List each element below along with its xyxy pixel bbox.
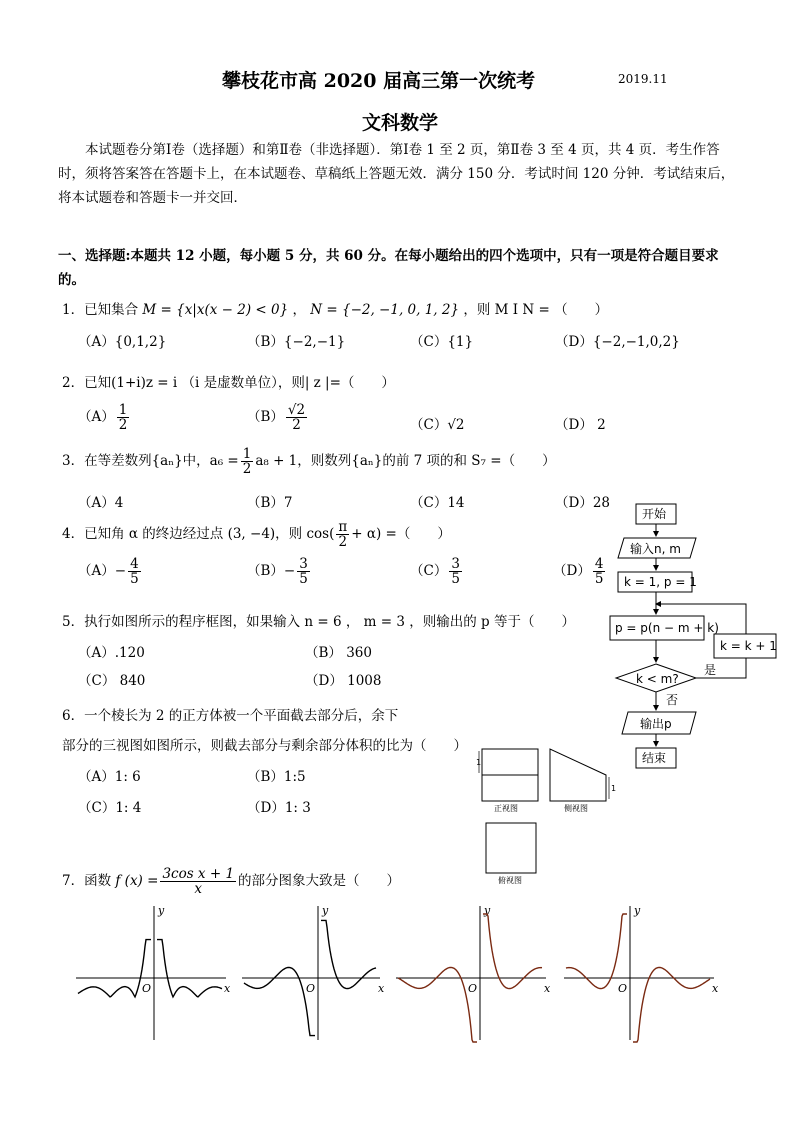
- top-view-square: [486, 823, 536, 873]
- frac-num: 3: [299, 556, 308, 572]
- y-axis-label: y: [322, 904, 329, 917]
- frac-den: 5: [299, 571, 308, 588]
- q3-stem-part2: a₈ + 1，则数列{aₙ}的前 7 项的和 S₇ =（ ）: [255, 453, 556, 470]
- q3-option-a[interactable]: （A）4: [78, 495, 124, 511]
- q4-stem-part2: + α) =（ ）: [351, 526, 451, 543]
- q6-option-b[interactable]: （B）1:5: [247, 769, 306, 785]
- dim-label-side: 1: [611, 784, 617, 793]
- q1-tail: ，则 M Ⅰ N = （ ）: [463, 302, 609, 318]
- x-axis-label: x: [378, 982, 385, 995]
- exam-subject: 文科数学: [362, 112, 439, 134]
- frac-num: 4: [594, 556, 604, 572]
- question-6-line2: 部分的三视图如图所示，则截去部分与剩余部分体积的比为（ ）: [62, 738, 467, 754]
- three-views-figure: [470, 745, 617, 885]
- origin-label: O: [306, 982, 316, 995]
- question-4: [62, 520, 451, 549]
- q4-stem-part1: 4．已知角 α 的终边经过点 (3, −4)，则 cos(: [62, 526, 335, 543]
- intro-paragraph: 本试题卷分第Ⅰ卷（选择题）和第Ⅱ卷（非选择题）．第Ⅰ卷 1 至 2 页，第Ⅱ卷 3 至 4 页，共 4 页．考生作答时，须将答案答在答题卡上，在本试题卷、草稿纸上答题无效．满分 150 分．考试时间 120 分钟．考试结束后，将本试题卷和答题卡一并交回．: [58, 142, 735, 206]
- q4-option-a-label: （A）−: [78, 563, 127, 580]
- q3-stem-part1: 3．在等差数列{aₙ}中，a₆ =: [62, 453, 239, 470]
- y-axis-label: y: [158, 904, 165, 917]
- q5-option-c[interactable]: （C） 840: [78, 673, 146, 689]
- q2-option-a[interactable]: [78, 403, 131, 432]
- frac-num: √2: [287, 402, 306, 418]
- fc-process: p = p(n − m + k): [615, 621, 719, 635]
- q5-option-d[interactable]: （D） 1008: [305, 673, 382, 689]
- q5-option-b[interactable]: （B） 360: [305, 645, 372, 661]
- q2-frac-a: [117, 403, 130, 432]
- frac-den: 5: [594, 571, 604, 588]
- q7-function: f (x) =: [115, 873, 159, 890]
- q4-frac-c: [449, 557, 462, 586]
- q2-option-d[interactable]: （D） 2: [555, 417, 606, 433]
- flowchart: [600, 498, 790, 768]
- q2-option-c[interactable]: （C）√2: [410, 417, 465, 433]
- top-view-label: 俯视图: [498, 876, 522, 885]
- fc-inc: k = k + 1: [720, 639, 777, 653]
- q2-option-a-label: （A）: [78, 409, 115, 426]
- q3-frac: [241, 447, 254, 476]
- side-view-shape: [550, 749, 606, 801]
- question-5: 5．执行如图所示的程序框图，如果输入 n = 6 ， m = 3 ，则输出的 p 等于（ ）: [62, 614, 575, 630]
- q2-option-b[interactable]: [247, 403, 309, 432]
- x-axis-label: x: [712, 982, 719, 995]
- q4-option-b[interactable]: [247, 557, 312, 586]
- front-view-label: 正视图: [494, 804, 518, 813]
- q1-option-a[interactable]: （A）{0,1,2}: [78, 334, 167, 350]
- fc-start: 开始: [642, 507, 667, 521]
- q1-num: 1．已知集合: [62, 302, 139, 318]
- y-axis-label: y: [634, 904, 641, 917]
- fc-no: 否: [666, 693, 679, 707]
- q4-option-a[interactable]: [78, 557, 143, 586]
- q3-option-c[interactable]: （C）14: [410, 495, 465, 511]
- origin-label: O: [618, 982, 628, 995]
- side-view-label: 侧视图: [564, 804, 588, 813]
- q1-set-m: M = {x|x(x − 2) < 0}: [142, 302, 289, 318]
- q7-stem-part2: 的部分图象大致是（ ）: [238, 873, 401, 890]
- origin-label: O: [468, 982, 478, 995]
- frac-den: 5: [451, 571, 460, 588]
- q7-frac: [160, 867, 236, 896]
- q4-frac: [336, 520, 349, 549]
- q1-set-n: N = {−2, −1, 0, 1, 2}: [310, 302, 460, 318]
- question-1: [62, 298, 608, 318]
- q6-option-d[interactable]: （D）1: 3: [247, 800, 311, 816]
- section-heading-cont: 的。: [58, 272, 85, 288]
- q4-frac-b: [297, 557, 310, 586]
- fc-cond: k < m?: [636, 672, 679, 686]
- x-axis-label: x: [224, 982, 231, 995]
- q5-option-a[interactable]: （A）.120: [78, 645, 145, 661]
- frac-num: 1: [242, 446, 252, 462]
- y-axis-label: y: [484, 904, 491, 917]
- q6-option-c[interactable]: （C）1: 4: [78, 800, 142, 816]
- q1-option-c[interactable]: （C）{1}: [410, 334, 474, 350]
- q4-option-c[interactable]: [410, 557, 464, 586]
- q4-frac-a: [128, 557, 141, 586]
- frac-num: 3cos x + 1: [162, 866, 235, 882]
- q1-option-d[interactable]: （D）{−2,−1,0,2}: [555, 334, 680, 350]
- frac-den: 2: [292, 417, 301, 434]
- frac-num: 3: [451, 556, 460, 572]
- frac-num: π: [338, 519, 348, 535]
- x-axis-label: x: [544, 982, 551, 995]
- fc-end: 结束: [642, 751, 667, 765]
- fc-yes: 是: [704, 663, 717, 677]
- dim-label-front: 1: [476, 758, 482, 767]
- q1-sep: ，: [292, 302, 306, 318]
- frac-num: 4: [130, 556, 139, 572]
- q2-frac-b: [286, 403, 307, 432]
- q7-stem-part1: 7．函数: [62, 873, 112, 890]
- q4-option-c-label: （C）: [410, 563, 448, 580]
- origin-label: O: [142, 982, 152, 995]
- fc-output: 输出p: [640, 717, 672, 731]
- question-6-line1: 6．一个棱长为 2 的正方体被一个平面截去部分后，余下: [62, 708, 399, 724]
- q1-option-b[interactable]: （B）{−2,−1}: [247, 334, 346, 350]
- q4-option-b-label: （B）−: [247, 563, 296, 580]
- fc-init: k = 1, p = 1: [624, 575, 697, 589]
- q3-option-d[interactable]: （D）28: [555, 495, 611, 511]
- q6-option-a[interactable]: （A）1: 6: [78, 769, 141, 785]
- frac-den: 2: [118, 417, 128, 434]
- question-7: [62, 867, 400, 896]
- fc-input: 输入n, m: [630, 542, 681, 556]
- exam-title: 攀枝花市高 2020 届高三第一次统考: [222, 70, 536, 92]
- q4-option-d-label: （D）: [553, 563, 591, 580]
- question-2: 2．已知(1+i)z = i （i 是虚数单位），则| z |=（ ）: [62, 375, 395, 391]
- q7-graphs: [70, 900, 750, 1050]
- section-heading: 一、选择题:本题共 12 小题，每小题 5 分，共 60 分。在每小题给出的四个选项中，只有一项是符合题目要求: [58, 248, 719, 264]
- frac-den: 2: [338, 534, 348, 551]
- frac-num: 1: [118, 402, 128, 418]
- q3-option-b[interactable]: （B）7: [247, 495, 293, 511]
- question-3: [62, 447, 556, 476]
- frac-den: 5: [130, 571, 139, 588]
- exam-date: 2019.11: [618, 72, 668, 86]
- frac-den: 2: [242, 461, 252, 478]
- q2-option-b-label: （B）: [247, 409, 284, 426]
- frac-den: x: [194, 881, 203, 898]
